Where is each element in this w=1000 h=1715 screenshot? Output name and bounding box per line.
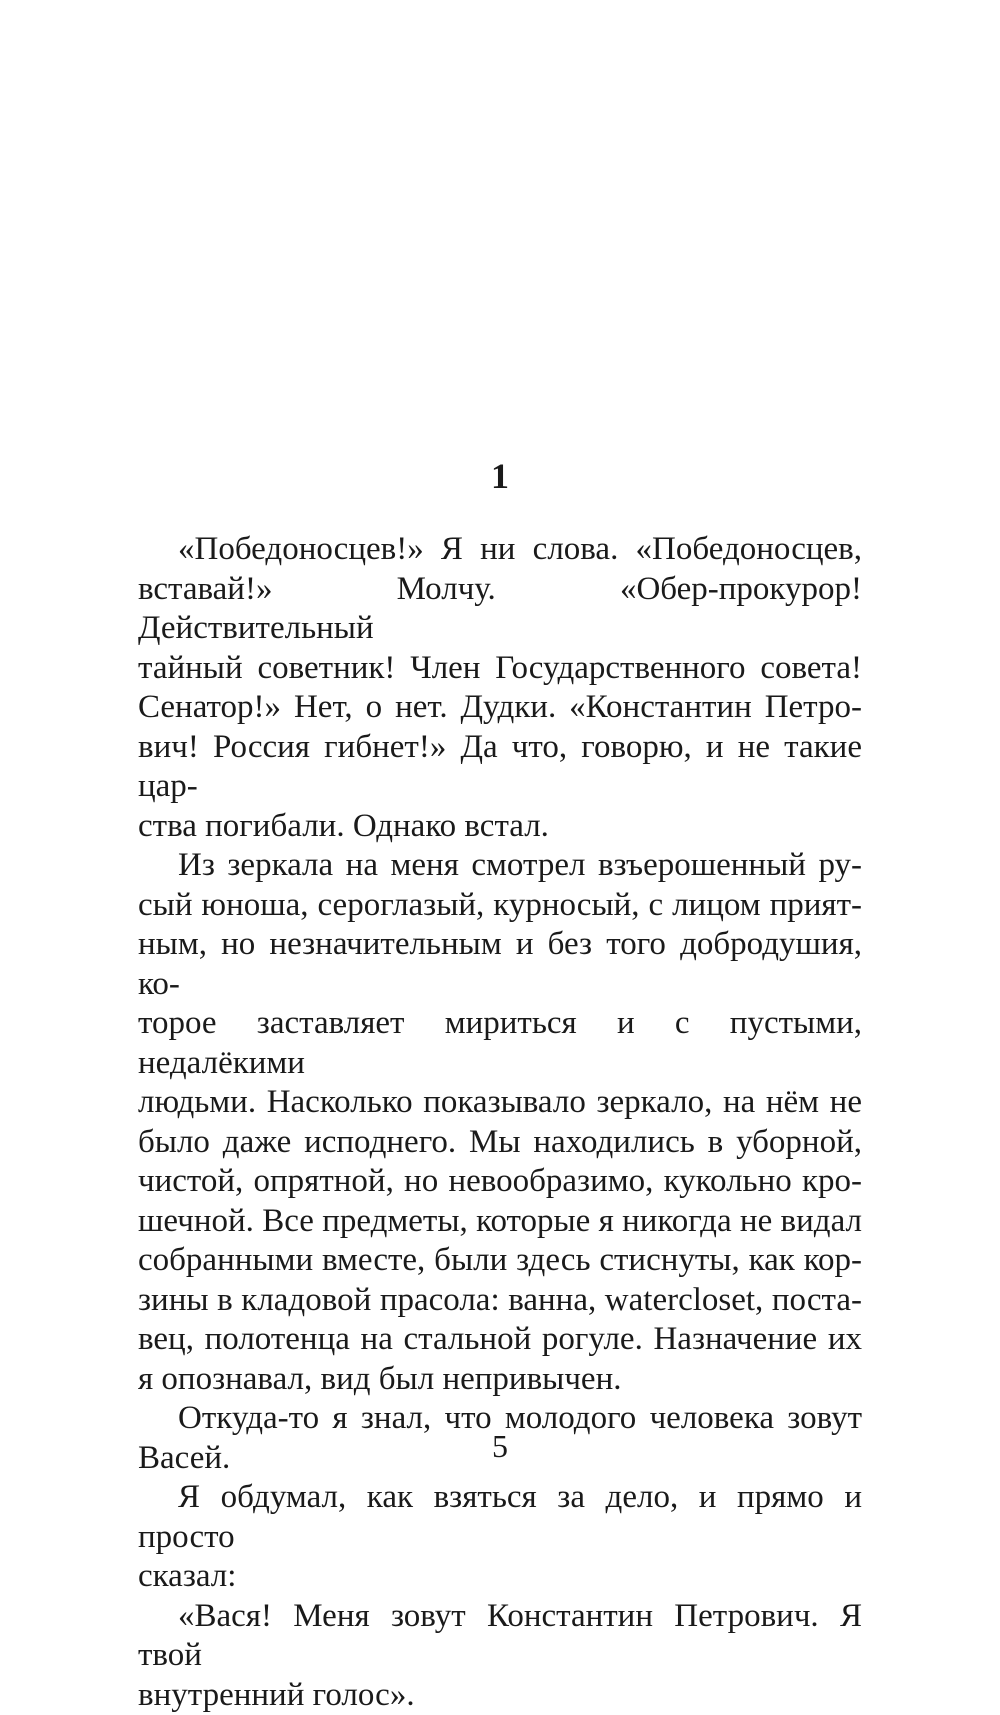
text-line: было даже исподнего. Мы находились в уборной, [138,1123,862,1163]
text-line: сый юноша, сероглазый, курносый, с лицом прият- [138,886,862,926]
text-line: людьми. Насколько показывало зеркало, на нём не [138,1083,862,1123]
text-line: вставай!» Молчу. «Обер-прокурор! Действительный [138,570,862,649]
paragraph-4 [138,1478,862,1597]
text-line: ства погибали. Однако встал. [138,807,862,847]
text-line: ным, но незначительным и без того добродушия, ко- [138,925,862,1004]
text-line: «Вася! Меня зовут Константин Петрович. Я твой [138,1597,862,1676]
text-line: Васей. [138,1439,862,1479]
text-line: зины в кладовой прасола: ванна, watercloset, поста- [138,1281,862,1321]
text-line: вич! Россия гибнет!» Да что, говорю, и не такие цар- [138,728,862,807]
text-line: Сенатор!» Нет, о нет. Дудки. «Константин Петро- [138,688,862,728]
text-line: чистой, опрятной, но невообразимо, кукольно кро- [138,1162,862,1202]
text-line: я опознавал, вид был непривычен. [138,1360,862,1400]
paragraph-2 [138,846,862,1399]
paragraph-1 [138,530,862,846]
text-line: Из зеркала на меня смотрел взъерошенный ру- [138,846,862,886]
text-line: «Победоносцев!» Я ни слова. «Победоносцев, [138,530,862,570]
body-text [138,530,862,1715]
text-line: Я обдумал, как взяться за дело, и прямо и просто [138,1478,862,1557]
text-line: сказал: [138,1557,862,1597]
paragraph-5 [138,1597,862,1715]
text-line: внутренний голос». [138,1676,862,1715]
text-line: вец, полотенца на стальной рогуле. Назначение их [138,1320,862,1360]
chapter-number: 1 [0,456,1000,496]
text-line: Откуда-то я знал, что молодого человека зовут [138,1399,862,1439]
text-line: шечной. Все предметы, которые я никогда не видал [138,1202,862,1242]
text-line: тайный советник! Член Государственного совета! [138,649,862,689]
text-line: торое заставляет мириться и с пустыми, недалёкими [138,1004,862,1083]
text-line: собранными вместе, были здесь стиснуты, как кор- [138,1241,862,1281]
page-number: 5 [0,1428,1000,1464]
